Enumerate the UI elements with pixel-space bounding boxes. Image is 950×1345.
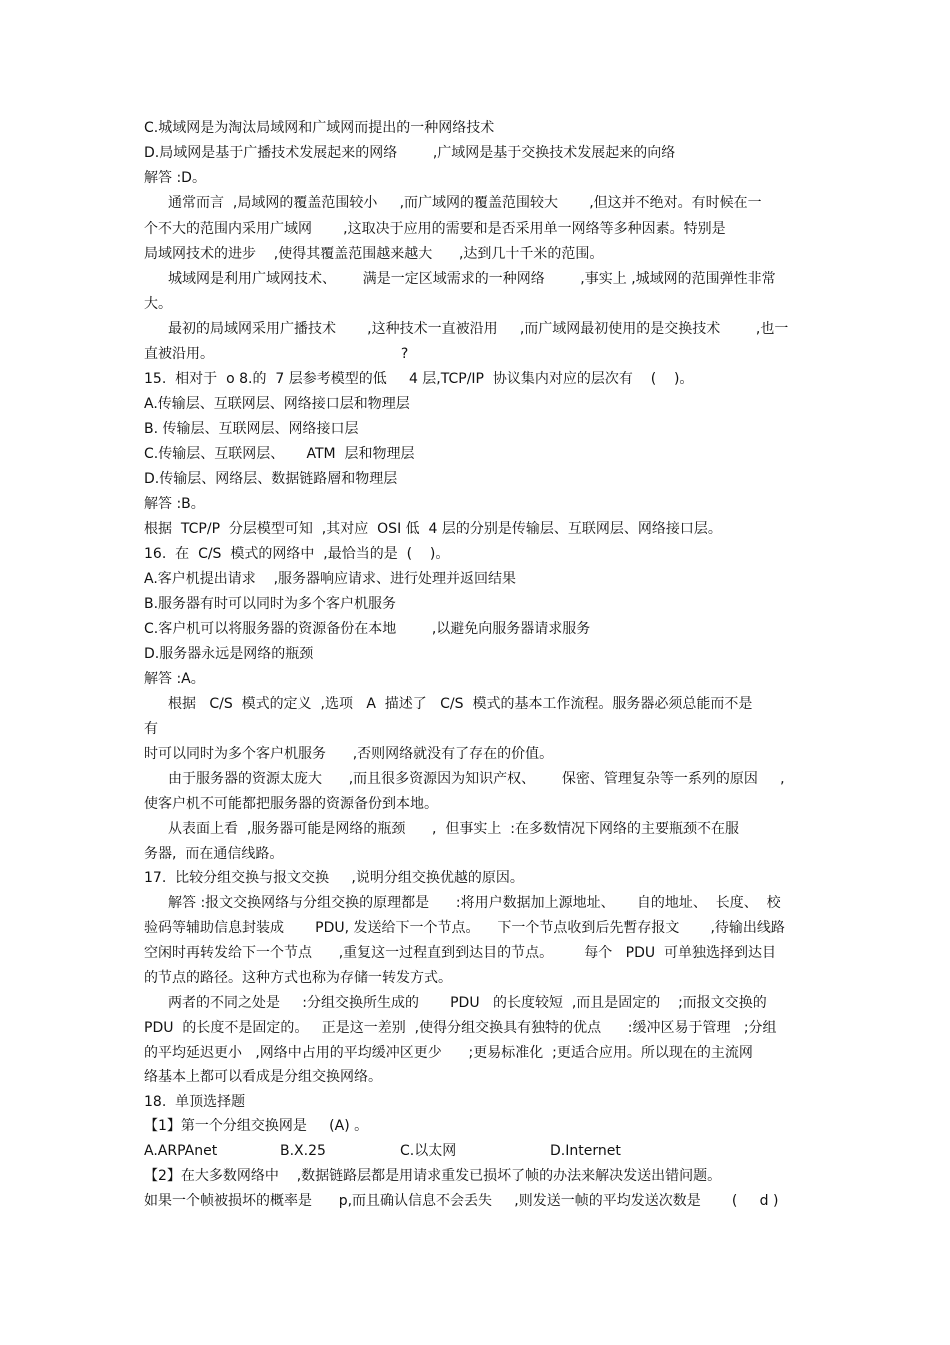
option-c: C.以太网 <box>400 1143 457 1159</box>
text-line: 使客户机不可能都把服务器的资源备份到本地。 <box>144 796 438 812</box>
text-line: 如果一个帧被损坏的概率是 p,而且确认信息不会丢失 ,则发送一帧的平均发送次数是 ( d ) <box>144 1193 779 1209</box>
text-line: 个不大的范围内采用广域网 ,这取决于应用的需要和是否采用单一网络等多种因素。特别是 <box>144 221 726 237</box>
question-18: 18. 单顶选择题 <box>144 1094 246 1110</box>
answer: 解答 :报文交换网络与分组交换的原理都是 :将用户数据加上源地址、 自的地址、 长度、 校 <box>168 895 781 911</box>
text-line: 由于服务器的资源太庞大 ,而且很多资源因为知识产权、 保密、管理复杂等一系列的原因 , <box>168 771 785 787</box>
answer: 解答 :A。 <box>144 671 205 687</box>
text-line: 直被沿用。 ? <box>144 346 409 362</box>
text-line: D.局域网是基于广播技术发展起来的网络 ,广域网是基于交换技术发展起来的向络 <box>144 145 676 161</box>
text-line: 最初的局域网采用广播技术 ,这种技术一直被沿用 ,而广域网最初使用的是交换技术 ,也一 <box>168 321 789 337</box>
text-line: 的节点的路径。这种方式也称为存储一转发方式。 <box>144 970 452 986</box>
question-16: 16. 在 C/S 模式的网络中 ,最恰当的是 ( )。 <box>144 546 450 562</box>
text-line: 验码等辅助信息封装成 PDU, 发送给下一个节点。 下一个节点收到后先暫存报文 ,待输出线路 <box>144 920 785 936</box>
option-d: D.服务器永远是网络的瓶颈 <box>144 646 314 662</box>
text-line: 通常而言 ,局域网的覆盖范围较小 ,而广域网的覆盖范围较大 ,但这并不绝对。有时候在一 <box>168 195 762 211</box>
option-a: A.传输层、互联网层、网络接口层和物理层 <box>144 396 410 412</box>
text-line: 大。 <box>144 296 172 312</box>
option-d: D.传输层、网络层、数据链路層和物理层 <box>144 471 398 487</box>
option-c: C.客户机可以将服务器的资源备份在本地 ,以避免向服务器请求服务 <box>144 621 591 637</box>
text-line: 从表面上看 ,服务器可能是网络的瓶颈 , 但事实上 :在多数情况下网络的主要瓶颈不在服 <box>168 821 740 837</box>
question-15: 15. 相对于 o 8.的 7 层参考模型的低 4 层,TCP/IP 协议集内对应的层次有 ( )。 <box>144 371 694 387</box>
text-line: C.城域网是为淘汰局域网和广域网而提出的一种网络技术 <box>144 120 495 136</box>
text-line: 时可以同时为多个客户机服务 ,否则网络就没有了存在的价值。 <box>144 746 554 762</box>
text-line: 的平均延迟更小 ,网络中占用的平均缓冲区更少 ;更易标准化 ;更适合应用。所以现在的主流网 <box>144 1045 753 1061</box>
text-line: 有 <box>144 721 158 737</box>
option-a: A.ARPAnet <box>144 1143 218 1159</box>
answer: 解答 :B。 <box>144 496 205 512</box>
option-b: B. 传输层、互联网层、网络接口层 <box>144 421 359 437</box>
option-a: A.客户机提出请求 ,服务器响应请求、进行处理并返回结果 <box>144 571 517 587</box>
text-line: 局域网技术的进步 ,使得其覆盖范围越来越大 ,达到几十千米的范围。 <box>144 246 604 262</box>
option-b: B.服务器有时可以同时为多个客户机服务 <box>144 596 397 612</box>
sub-question-1: 【1】第一个分组交换网是 (A) 。 <box>144 1118 369 1134</box>
text-line: 务器, 而在通信线路。 <box>144 846 284 862</box>
text-line: 解答 :D。 <box>144 170 206 186</box>
sub-question-2: 【2】在大多数网络中 ,数据链路层都是用请求重发已损坏了帧的办法来解决发送出错问题。 <box>144 1168 722 1184</box>
question-17: 17. 比较分组交换与报文交换 ,说明分组交换优越的原因。 <box>144 870 524 886</box>
text-line: 两者的不同之处是 :分组交换所生成的 PDU 的长度较短 ,而且是固定的 ;而报文交换的 <box>168 995 767 1011</box>
text-line: 空闲时再转发给下一个节点 ,重复这一过程直到到达目的节点。 每个 PDU 可单独选择到达目 <box>144 945 777 961</box>
option-c: C.传输层、互联网层、 ATM 层和物理层 <box>144 446 415 462</box>
text-line: 城域网是利用广域网技术、 满是一定区域需求的一种网络 ,事实上 ,城域网的范围弹性非常 <box>168 271 776 287</box>
options-row <box>144 1142 844 1160</box>
text-line: 根据 TCP/P 分层模型可知 ,其对应 OSI 低 4 层的分别是传输层、互联网层、网络接口层。 <box>144 521 722 537</box>
text-line: 根据 C/S 模式的定义 ,选项 A 描述了 C/S 模式的基本工作流程。服务器必须总能而不是 <box>168 696 753 712</box>
option-d: D.Internet <box>550 1143 621 1159</box>
option-b: B.X.25 <box>280 1143 326 1159</box>
text-line: 络基本上都可以看成是分组交换网络。 <box>144 1069 382 1085</box>
text-line: PDU 的长度不是固定的。 正是这一差别 ,使得分组交换具有独特的优点 :缓冲区易于管理 ;分组 <box>144 1020 777 1036</box>
